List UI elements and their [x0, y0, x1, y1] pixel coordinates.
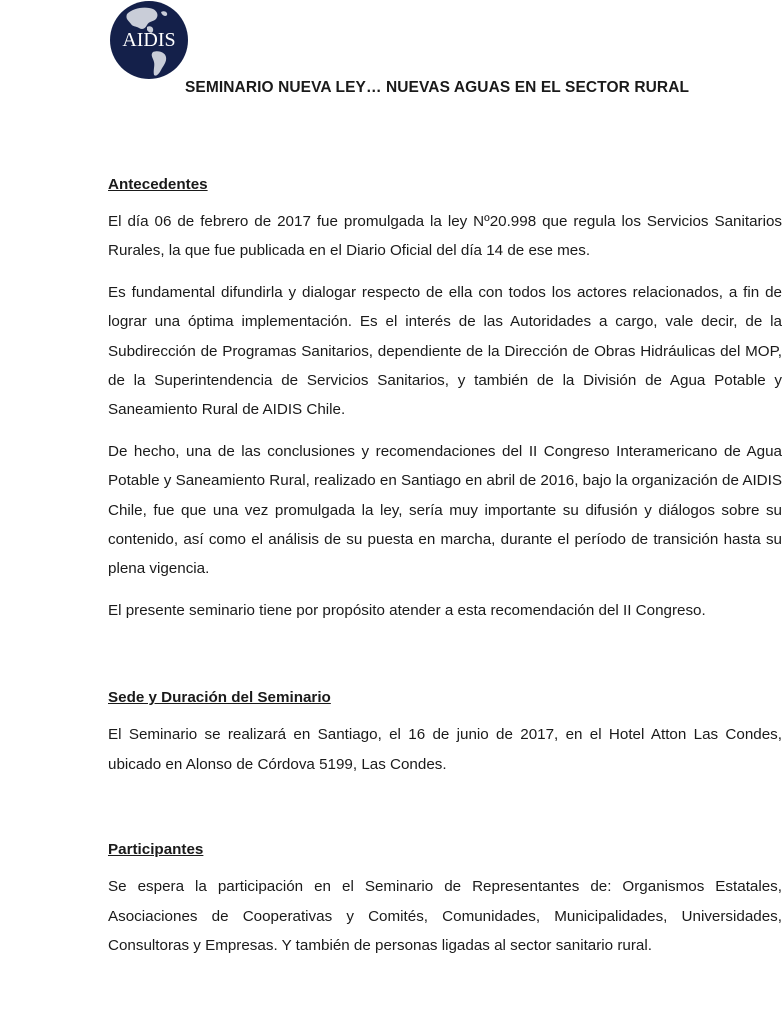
paragraph: El presente seminario tiene por propósito atender a esta recomendación del II Congreso. [108, 601, 706, 619]
aidis-logo [109, 0, 189, 80]
paragraph: Es fundamental difundirla y dialogar respecto de ella con todos los actores relacionados, a fin de lograr una óptima implementación. Es el interés de las Autoridades a cargo, vale decir, de la Subdirección de Programas Sanitarios, dependiente de la Dirección de Obras Hidráulicas del MOP, de la Superintendencia de Servicios Sanitarios, y también de la División de Agua Potable y Saneamiento Rural de AIDIS Chile. [108, 283, 782, 419]
paragraph: De hecho, una de las conclusiones y recomendaciones del II Congreso Interamericano de Agua Potable y Saneamiento Rural, realizado en Santiago en abril de 2016, bajo la organización de AIDIS Chile, fue que una vez promulgada la ley, sería muy importante su difusión y diálogos sobre su contenido, así como el análisis de su puesta en marcha, durante el período de transición hasta su plena vigencia. [108, 442, 782, 578]
paragraph: El día 06 de febrero de 2017 fue promulgada la ley Nº20.998 que regula los Servicios Sanitarios Rurales, la que fue publicada en el Diario Oficial del día 14 de ese mes. [108, 213, 782, 260]
document-body [108, 173, 782, 960]
logo-text: AIDIS [122, 29, 176, 51]
page-title: SEMINARIO NUEVA LEY… NUEVAS AGUAS EN EL SECTOR RURAL [184, 79, 690, 96]
section-heading-sede: Sede y Duración del Seminario [108, 689, 331, 707]
paragraph: Se espera la participación en el Seminario de Representantes de: Organismos Estatales, Asociaciones de Cooperativas y Comités, Comunidades, Municipalidades, Universidades, Consultoras y Empresas. Y también de personas ligadas al sector sanitario rural. [108, 878, 782, 954]
paragraph: El Seminario se realizará en Santiago, el 16 de junio de 2017, en el Hotel Atton Las Condes, ubicado en Alonso de Córdova 5199, Las Condes. [108, 726, 782, 773]
section-heading-participantes: Participantes [108, 841, 204, 859]
globe-americas-logo-icon [109, 0, 189, 80]
section-heading-antecedentes: Antecedentes [108, 176, 208, 193]
